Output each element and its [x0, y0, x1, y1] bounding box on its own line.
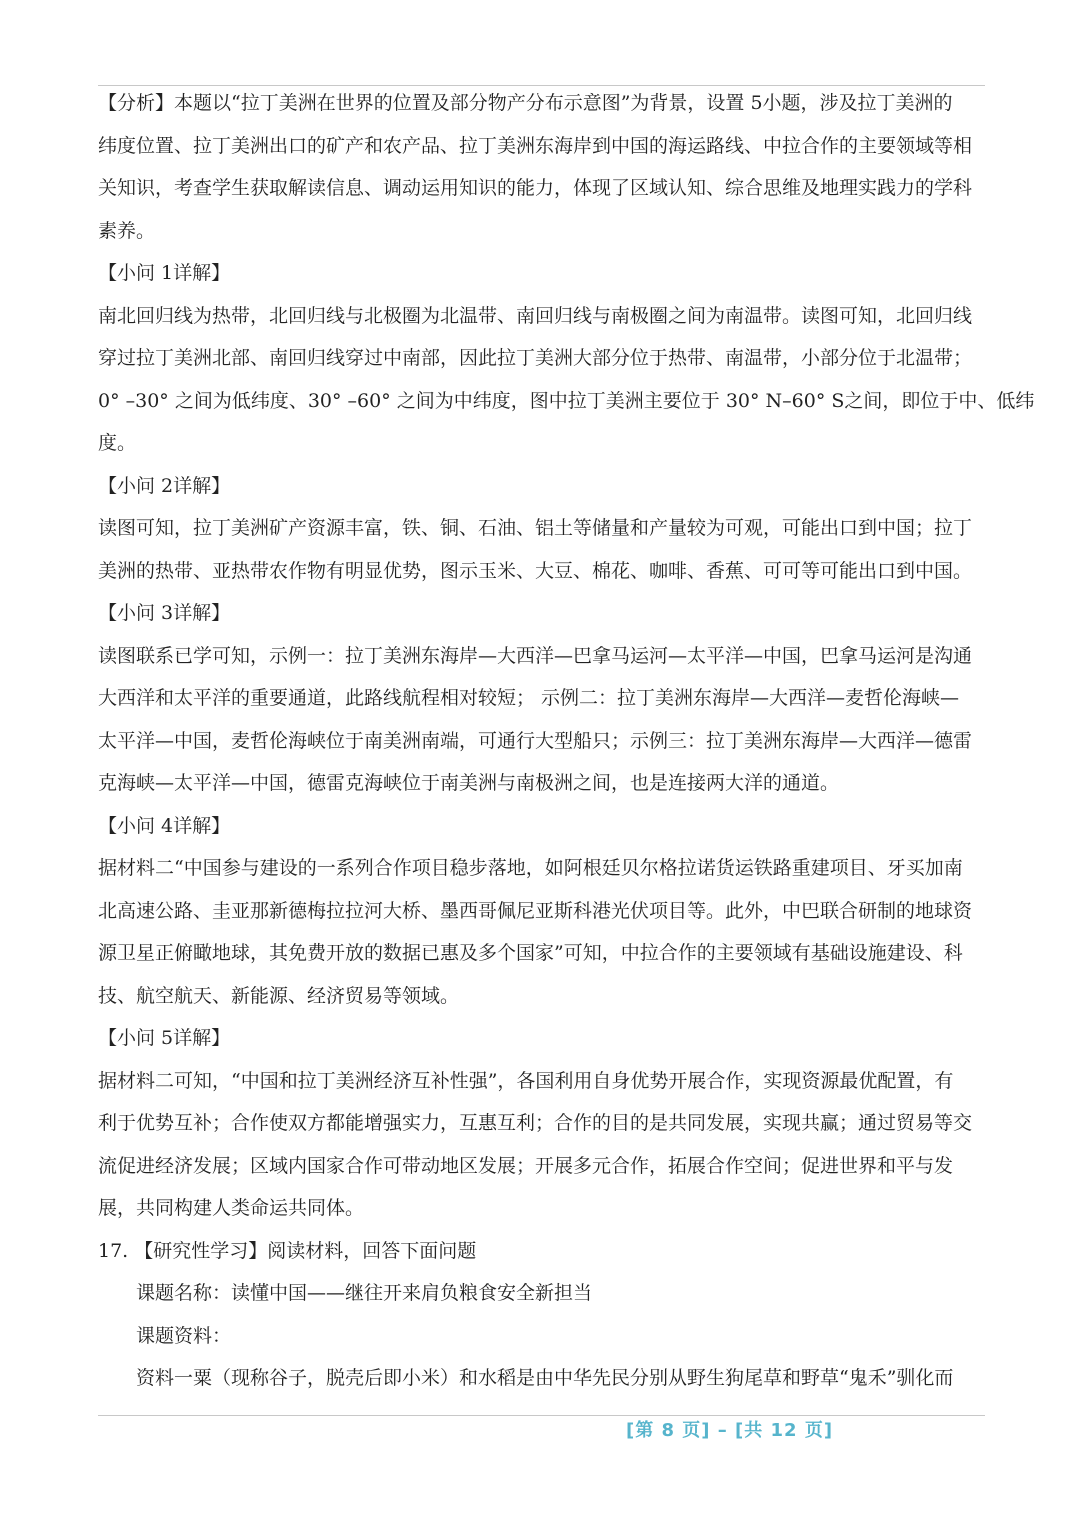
text-line: 穿过拉丁美洲北部、南回归线穿过中南部，因此拉丁美洲大部分位于热带、南温带，小部分位于北温带；	[98, 347, 973, 369]
text-line: 源卫星正俯瞰地球，其免费开放的数据已惠及多个国家”可知，中拉合作的主要领域有基础设施建设、科	[98, 942, 963, 964]
text-line: 课题名称：读懂中国——继往开来肩负粮食安全新担当	[136, 1282, 593, 1304]
text-line: 【小问 3详解】	[98, 602, 231, 624]
text-line: 素养。	[98, 219, 156, 242]
text-line: 利于优势互补；合作使双方都能增强实力，互惠互利；合作的目的是共同发展，实现共赢；通过贸易等交	[98, 1112, 973, 1134]
text-line: 纬度位置、拉丁美洲出口的矿产和农产品、拉丁美洲东海岸到中国的海运路线、中拉合作的主要领域等相	[98, 134, 973, 157]
text-line: 【小问 5详解】	[98, 1027, 231, 1049]
text-line: 读图可知，拉丁美洲矿产资源丰富，铁、铜、石油、铝土等储量和产量较为可观，可能出口到中国；拉丁	[98, 517, 973, 539]
text-line: 【小问 4详解】	[98, 814, 231, 837]
text-line: 【小问 2详解】	[98, 474, 231, 497]
text-line: 北高速公路、圭亚那新德梅拉拉河大桥、墨西哥佩尼亚斯科港光伏项目等。此外，中巴联合研制的地球资	[98, 899, 973, 922]
text-line: 度。	[98, 432, 137, 454]
text-line: 展，共同构建人类命运共同体。	[98, 1197, 365, 1219]
text-line: 课题资料：	[136, 1324, 232, 1347]
text-line: 17. 【研究性学习】阅读材料，回答下面问题	[98, 1239, 477, 1262]
text-line: 读图联系已学可知，示例一：拉丁美洲东海岸—大西洋—巴拿马运河—太平洋—中国，巴拿马运河是沟通	[98, 644, 973, 667]
text-line: 【分析】本题以“拉丁美洲在世界的位置及部分物产分布示意图”为背景，设置 5小题，涉及拉丁美洲的	[98, 92, 953, 114]
text-line: 美洲的热带、亚热带农作物有明显优势，图示玉米、大豆、棉花、咖啡、香蕉、可可等可能出口到中国。	[98, 559, 973, 582]
text-line: 据材料二可知，“中国和拉丁美洲经济互补性强”，各国利用自身优势开展合作，实现资源最优配置，有	[98, 1069, 954, 1092]
text-line: 克海峡—太平洋—中国，德雷克海峡位于南美洲与南极洲之间，也是连接两大洋的通道。	[98, 772, 840, 794]
text-line: 大西洋和太平洋的重要通道，此路线航程相对较短； 示例二：拉丁美洲东海岸—大西洋—麦哲伦海峡—	[98, 687, 960, 709]
text-line: 据材料二“中国参与建设的一系列合作项目稳步落地，如阿根廷贝尔格拉诺货运铁路重建项目、牙买加南	[98, 857, 963, 879]
page-number: [第 8 页] – [共 12 页]	[626, 1420, 834, 1441]
text-line: 【小问 1详解】	[98, 262, 231, 284]
text-line: 资料一粟（现称谷子，脱壳后即小米）和水稻是由中华先民分别从野生狗尾草和野草“鬼禾”驯化而	[136, 1367, 954, 1389]
text-line: 0° –30° 之间为低纬度、30° –60° 之间为中纬度，图中拉丁美洲主要位于 30° N–60° S之间，即位于中、低纬	[98, 389, 1035, 412]
text-line: 关知识，考查学生获取解读信息、调动运用知识的能力，体现了区域认知、综合思维及地理实践力的学科	[98, 177, 973, 199]
text-line: 南北回归线为热带，北回归线与北极圈为北温带、南回归线与南极圈之间为南温带。读图可知，北回归线	[98, 304, 973, 327]
text-line: 流促进经济发展；区域内国家合作可带动地区发展；开展多元合作，拓展合作空间；促进世界和平与发	[98, 1154, 954, 1177]
text-line: 技、航空航天、新能源、经济贸易等领域。	[98, 984, 460, 1007]
text-line: 太平洋—中国，麦哲伦海峡位于南美洲南端，可通行大型船只；示例三：拉丁美洲东海岸—大西洋—德雷	[98, 729, 973, 752]
